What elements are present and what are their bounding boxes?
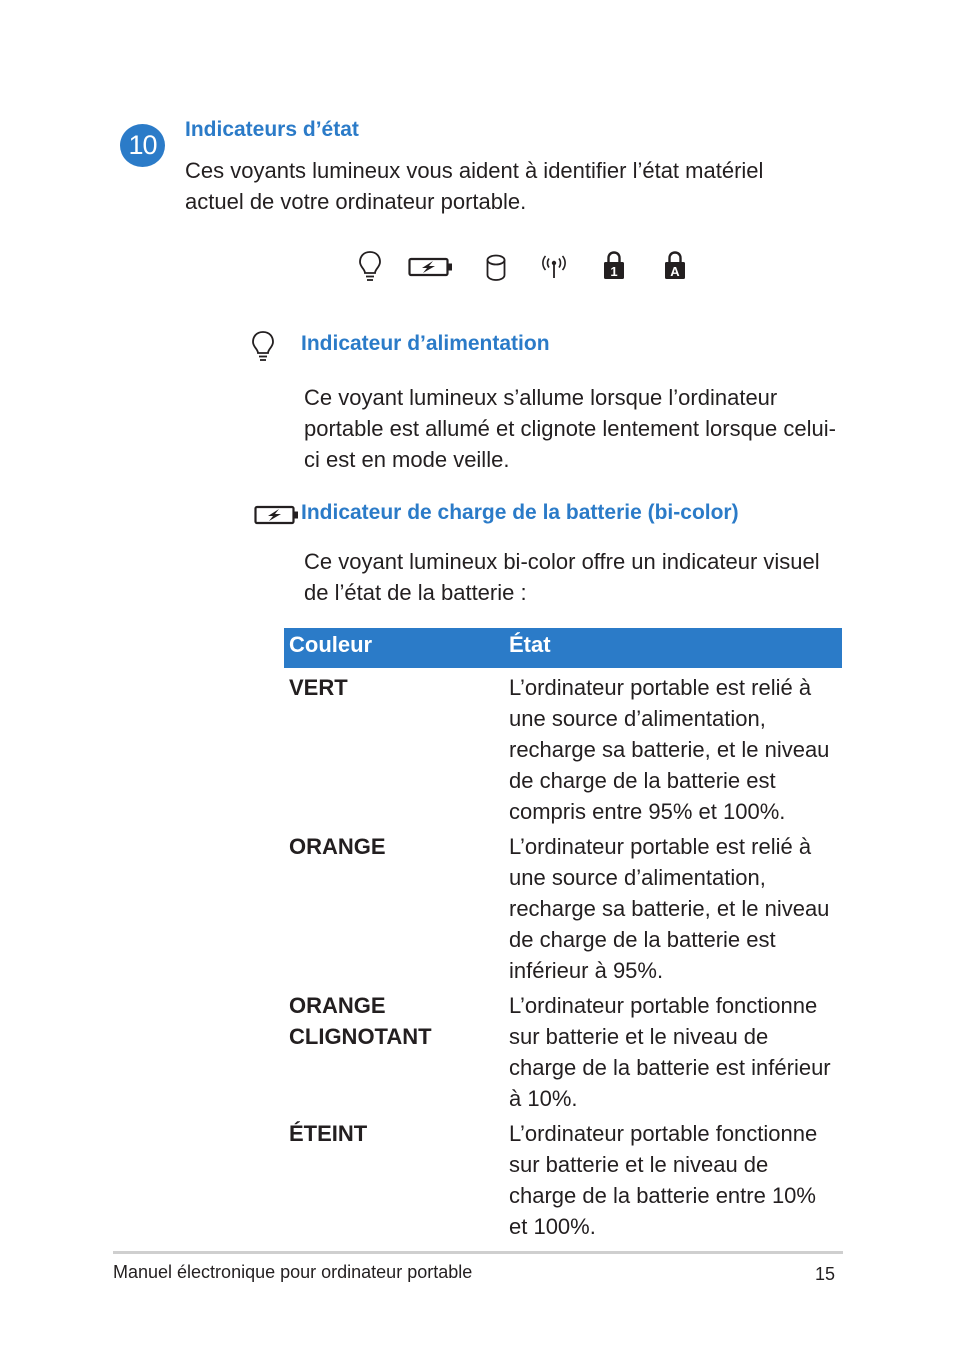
row-color: ORANGE CLIGNOTANT <box>289 993 432 1049</box>
svg-text:1: 1 <box>610 264 618 279</box>
battery-indicator-title: Indicateur de charge de la batterie (bi-color) <box>301 501 739 524</box>
section-title: Indicateurs d’état <box>185 118 359 141</box>
battery-indicator-text: Ce voyant lumineux bi-color offre un indicateur visuel de l’état de la batterie : <box>304 549 820 605</box>
table-row <box>284 990 842 1118</box>
section-intro: Ces voyants lumineux vous aident à identifier l’état matériel actuel de votre ordinateur portable. <box>185 158 764 214</box>
num-lock-icon <box>603 250 625 280</box>
svg-text:A: A <box>670 264 680 279</box>
power-bulb-icon <box>251 330 275 362</box>
row-color: ÉTEINT <box>289 1121 368 1146</box>
battery-status-table <box>284 628 842 1246</box>
drive-activity-icon <box>485 253 507 283</box>
row-color: ORANGE <box>289 834 386 859</box>
table-row <box>284 831 842 990</box>
row-state: L’ordinateur portable est relié à une source d’alimentation, recharge sa batterie, et le niveau de charge de la batterie est inférieur à 95%. <box>509 834 830 983</box>
table-header-row <box>284 628 842 668</box>
page-number: 15 <box>815 1264 836 1284</box>
battery-charge-icon <box>408 257 454 277</box>
power-bulb-icon <box>358 250 382 282</box>
row-color: VERT <box>289 675 348 700</box>
caps-lock-icon <box>664 250 686 280</box>
row-state: L’ordinateur portable fonctionne sur batterie et le niveau de charge de la batterie est inférieur à 10%. <box>509 993 831 1111</box>
row-state: L’ordinateur portable fonctionne sur batterie et le niveau de charge de la batterie entre 10% et 100%. <box>509 1121 818 1239</box>
power-indicator-text: Ce voyant lumineux s’allume lorsque l’ordinateur portable est allumé et clignote lentement lorsque celui-ci est en mode veille. <box>304 385 836 472</box>
footer-title: Manuel électronique pour ordinateur portable <box>113 1262 473 1282</box>
table-row <box>284 1118 842 1246</box>
header-color: Couleur <box>284 628 504 668</box>
footer-divider <box>113 1251 843 1254</box>
section-number-badge: 10 <box>120 124 165 167</box>
indicator-icons-row <box>354 250 694 286</box>
power-indicator-title: Indicateur d’alimentation <box>301 332 550 355</box>
table-row <box>284 668 842 831</box>
row-state: L’ordinateur portable est relié à une source d’alimentation, recharge sa batterie, et le niveau de charge de la batterie est compris entre 95% et 100%. <box>509 675 830 824</box>
battery-charge-icon <box>254 505 300 525</box>
header-state: État <box>504 628 842 668</box>
wireless-icon <box>540 254 568 280</box>
